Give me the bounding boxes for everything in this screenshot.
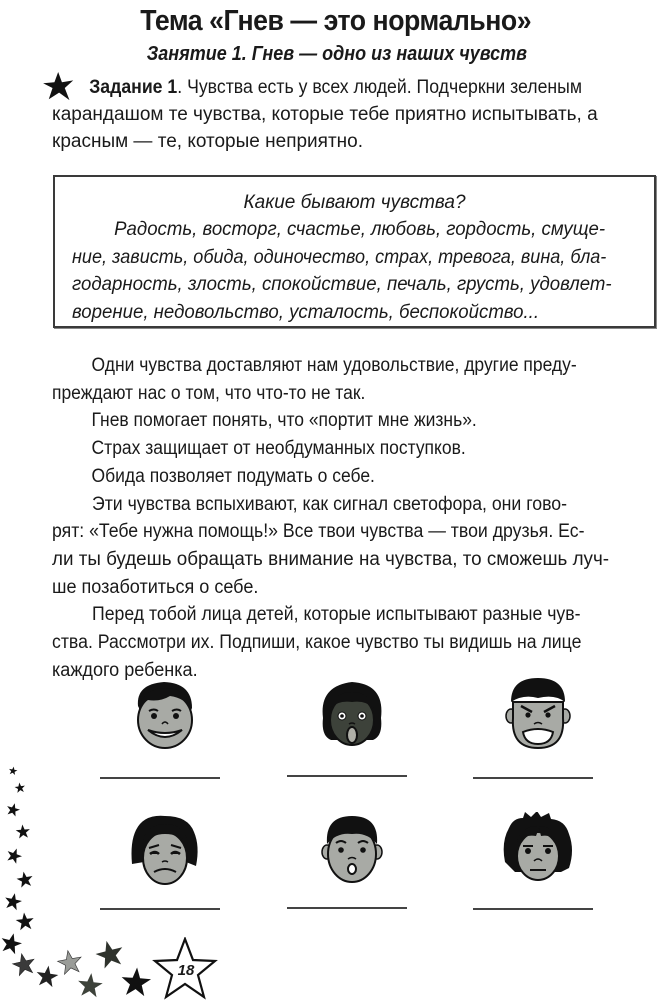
body-line: ли ты будешь обращать внимание на чувства, то сможешь луч- bbox=[52, 548, 610, 570]
feelings-box bbox=[53, 175, 656, 328]
lesson-title: Занятие 1. Гнев — одно из наших чувств bbox=[146, 43, 528, 65]
body-line: Эти чувства вспыхивают, как сигнал светофора, они гово- bbox=[91, 493, 568, 515]
body-line: каждого ребенка. bbox=[52, 659, 198, 681]
body-line: ше позаботиться о себе. bbox=[52, 576, 259, 598]
body-line: Страх защищает от необдуманных поступков. bbox=[91, 438, 466, 460]
task-line-3: красным — те, которые неприятно. bbox=[52, 131, 363, 152]
astonished-boy-face-icon bbox=[317, 812, 387, 887]
answer-line[interactable] bbox=[473, 777, 593, 779]
body-line: Одни чувства доставляют нам удовольствие, другие преду- bbox=[91, 355, 577, 376]
answer-line[interactable] bbox=[287, 907, 407, 909]
body-line: рят: «Тебе нужна помощь!» Все твои чувства — твои друзья. Ес- bbox=[52, 521, 585, 543]
body-line: Перед тобой лица детей, которые испытывают разные чув- bbox=[91, 604, 581, 626]
feelings-line[interactable]: Радость, восторг, счастье, любовь, гордость, смуще- bbox=[114, 219, 606, 240]
answer-line[interactable] bbox=[287, 775, 407, 777]
task-line-1: Задание 1. Чувства есть у всех людей. Подчеркни зеленым bbox=[89, 77, 583, 98]
answer-line[interactable] bbox=[473, 908, 593, 910]
body-line: Обида позволяет подумать о себе. bbox=[91, 465, 375, 487]
page-title: Тема «Гнев — это нормально» bbox=[140, 5, 532, 37]
task-label: Задание 1 bbox=[89, 77, 178, 98]
calm-child-face-icon bbox=[503, 812, 573, 887]
face-card-surprised bbox=[287, 678, 427, 788]
feelings-list bbox=[72, 216, 652, 326]
body-line: ства. Рассмотри их. Подпиши, какое чувство ты видишь на лице bbox=[52, 632, 582, 654]
happy-boy-face-icon bbox=[130, 678, 200, 753]
angry-boy-face-icon bbox=[503, 674, 573, 749]
body-text bbox=[52, 352, 662, 684]
face-card-angry bbox=[473, 674, 613, 784]
page-number: 18 bbox=[177, 962, 195, 979]
face-card-astonished bbox=[287, 812, 427, 922]
surprised-girl-face-icon bbox=[317, 678, 387, 753]
task-line-2: карандашом те чувства, которые тебе приятно испытывать, а bbox=[52, 104, 598, 125]
body-line: Гнев помогает понять, что «портит мне жизнь». bbox=[91, 410, 477, 432]
face-card-calm bbox=[473, 812, 613, 922]
feelings-line[interactable]: годарность, злость, спокойствие, печаль, грусть, удовлет- bbox=[72, 274, 612, 295]
feelings-box-heading: Какие бывают чувства? bbox=[243, 192, 466, 213]
task-1 bbox=[52, 74, 662, 155]
feelings-line[interactable]: ворение, недовольство, усталость, беспокойство... bbox=[72, 301, 540, 323]
feelings-line[interactable]: ние, зависть, обида, одиночество, страх, тревога, вина, бла- bbox=[72, 246, 607, 268]
body-line: преждают нас о том, что что-то не так. bbox=[52, 382, 366, 404]
